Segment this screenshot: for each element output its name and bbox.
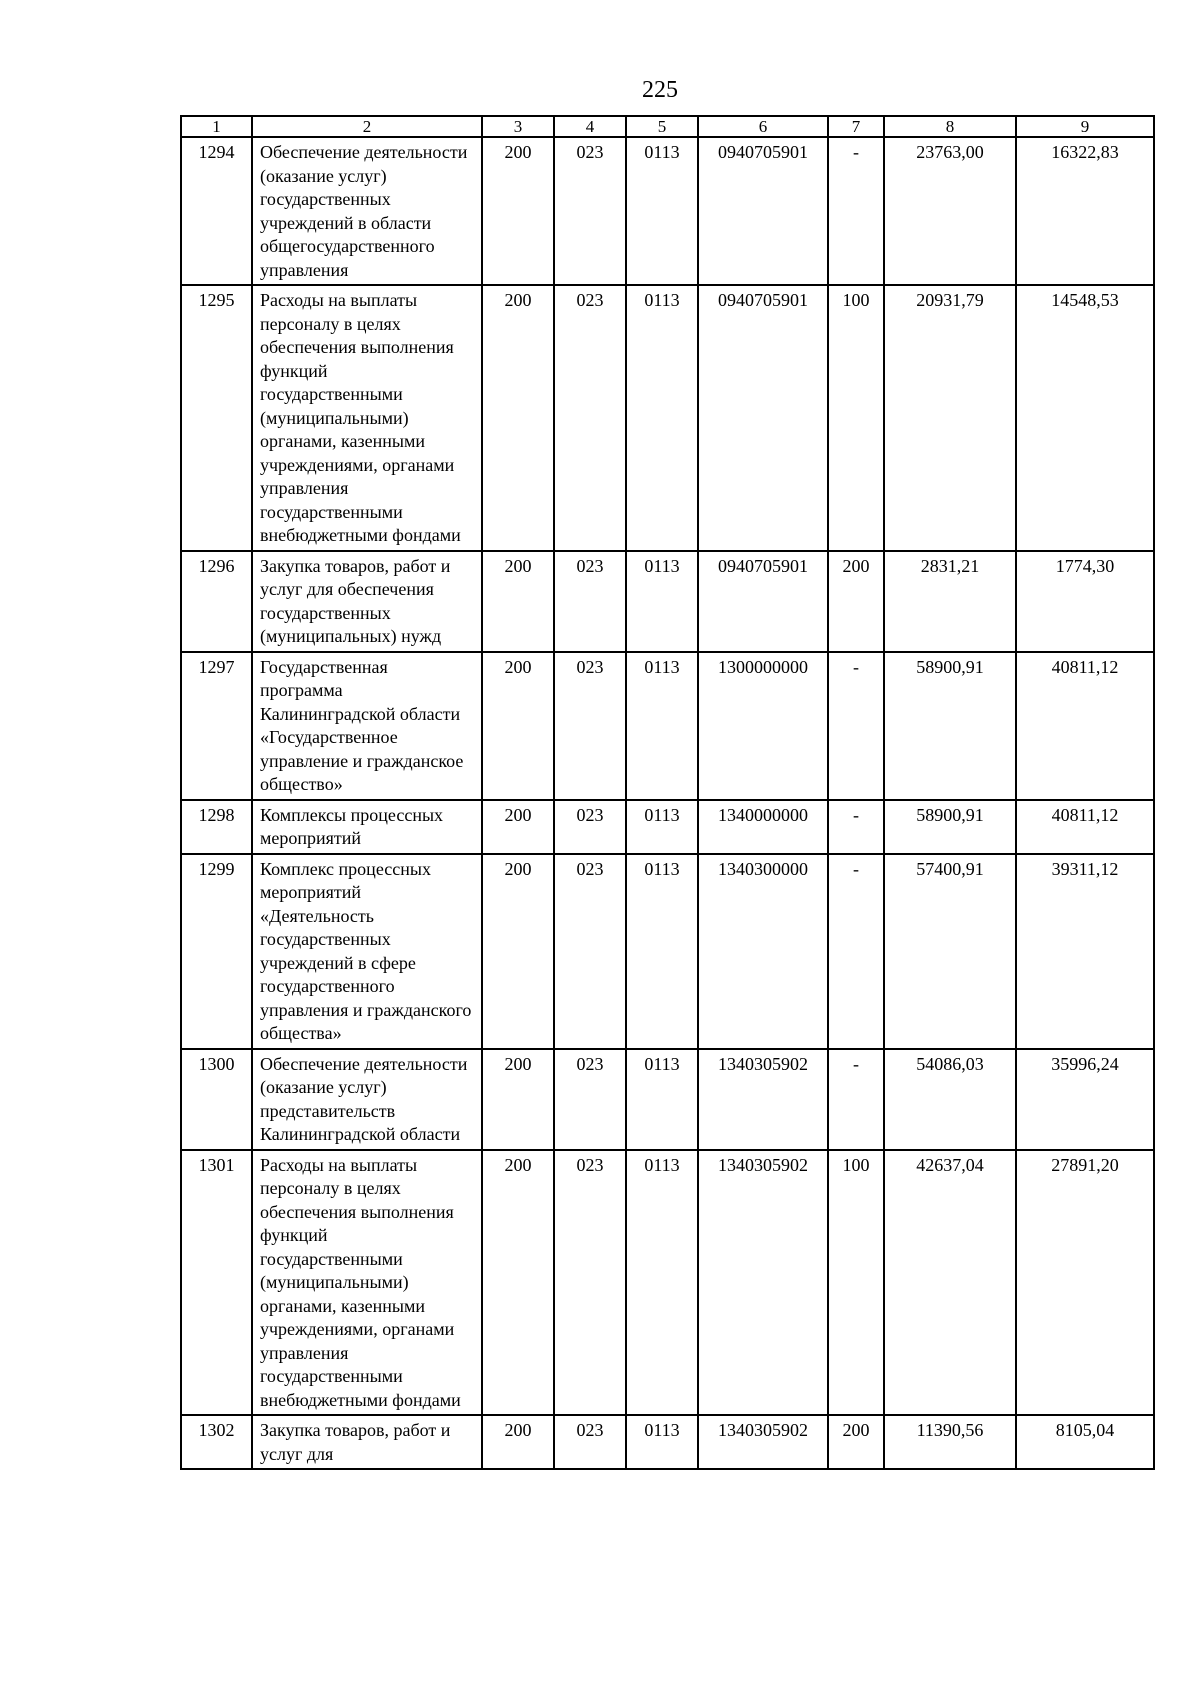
code-cell-3: 200 [482, 285, 554, 551]
value-cell-8: 58900,91 [884, 652, 1016, 800]
code-cell-5: 0113 [626, 854, 698, 1049]
code-cell-7: - [828, 1049, 884, 1150]
code-cell-5: 0113 [626, 551, 698, 652]
code-cell-6: 1340305902 [698, 1150, 828, 1416]
column-header: 9 [1016, 116, 1154, 137]
column-header: 1 [181, 116, 252, 137]
row-name-cell: Обеспечение деятельности (оказание услуг) представительств Калининградской области [252, 1049, 482, 1150]
page-number: 225 [642, 77, 678, 103]
code-cell-6: 0940705901 [698, 285, 828, 551]
row-number-cell: 1299 [181, 854, 252, 1049]
code-cell-7: 100 [828, 285, 884, 551]
code-cell-5: 0113 [626, 137, 698, 285]
code-cell-4: 023 [554, 1049, 626, 1150]
code-cell-4: 023 [554, 652, 626, 800]
value-cell-9: 16322,83 [1016, 137, 1154, 285]
code-cell-4: 023 [554, 551, 626, 652]
value-cell-9: 39311,12 [1016, 854, 1154, 1049]
code-cell-6: 0940705901 [698, 137, 828, 285]
row-name-cell: Закупка товаров, работ и услуг для [252, 1415, 482, 1469]
code-cell-6: 1340305902 [698, 1049, 828, 1150]
table-row [181, 1150, 1154, 1416]
value-cell-8: 20931,79 [884, 285, 1016, 551]
code-cell-6: 1340000000 [698, 800, 828, 854]
code-cell-6: 1300000000 [698, 652, 828, 800]
code-cell-3: 200 [482, 551, 554, 652]
row-number-cell: 1295 [181, 285, 252, 551]
code-cell-7: - [828, 652, 884, 800]
code-cell-5: 0113 [626, 1150, 698, 1416]
row-number-cell: 1302 [181, 1415, 252, 1469]
column-header: 6 [698, 116, 828, 137]
row-name-cell: Комплексы процессных мероприятий [252, 800, 482, 854]
value-cell-8: 2831,21 [884, 551, 1016, 652]
code-cell-6: 0940705901 [698, 551, 828, 652]
code-cell-3: 200 [482, 1415, 554, 1469]
row-number-cell: 1296 [181, 551, 252, 652]
value-cell-9: 35996,24 [1016, 1049, 1154, 1150]
table-row [181, 285, 1154, 551]
code-cell-3: 200 [482, 652, 554, 800]
code-cell-7: - [828, 854, 884, 1049]
code-cell-4: 023 [554, 854, 626, 1049]
code-cell-6: 1340305902 [698, 1415, 828, 1469]
row-number-cell: 1300 [181, 1049, 252, 1150]
code-cell-4: 023 [554, 1150, 626, 1416]
code-cell-7: - [828, 800, 884, 854]
row-name-cell: Расходы на выплаты персоналу в целях обеспечения выполнения функций государственными (муниципальными) органами, казенными учреждениями, органами управления государственными внебюджетными фондами [252, 285, 482, 551]
code-cell-6: 1340300000 [698, 854, 828, 1049]
value-cell-9: 40811,12 [1016, 800, 1154, 854]
row-name-cell: Государственная программа Калининградской области «Государственное управление и гражданское общество» [252, 652, 482, 800]
code-cell-3: 200 [482, 1150, 554, 1416]
code-cell-7: - [828, 137, 884, 285]
row-number-cell: 1298 [181, 800, 252, 854]
table-header-row [181, 116, 1154, 137]
row-number-cell: 1294 [181, 137, 252, 285]
code-cell-3: 200 [482, 1049, 554, 1150]
value-cell-9: 8105,04 [1016, 1415, 1154, 1469]
table-row [181, 800, 1154, 854]
value-cell-9: 40811,12 [1016, 652, 1154, 800]
table-row [181, 1049, 1154, 1150]
code-cell-4: 023 [554, 137, 626, 285]
value-cell-9: 1774,30 [1016, 551, 1154, 652]
value-cell-8: 58900,91 [884, 800, 1016, 854]
code-cell-7: 200 [828, 1415, 884, 1469]
value-cell-9: 14548,53 [1016, 285, 1154, 551]
row-number-cell: 1301 [181, 1150, 252, 1416]
code-cell-5: 0113 [626, 1415, 698, 1469]
row-name-cell: Закупка товаров, работ и услуг для обеспечения государственных (муниципальных) нужд [252, 551, 482, 652]
table-row [181, 551, 1154, 652]
table-row [181, 854, 1154, 1049]
column-header: 8 [884, 116, 1016, 137]
value-cell-9: 27891,20 [1016, 1150, 1154, 1416]
value-cell-8: 57400,91 [884, 854, 1016, 1049]
code-cell-3: 200 [482, 137, 554, 285]
row-name-cell: Обеспечение деятельности (оказание услуг) государственных учреждений в области общегосударственного управления [252, 137, 482, 285]
code-cell-4: 023 [554, 285, 626, 551]
row-number-cell: 1297 [181, 652, 252, 800]
column-header: 3 [482, 116, 554, 137]
code-cell-3: 200 [482, 854, 554, 1049]
value-cell-8: 54086,03 [884, 1049, 1016, 1150]
budget-table [180, 115, 1155, 1470]
code-cell-3: 200 [482, 800, 554, 854]
code-cell-5: 0113 [626, 800, 698, 854]
code-cell-5: 0113 [626, 1049, 698, 1150]
table-row [181, 652, 1154, 800]
column-header: 7 [828, 116, 884, 137]
value-cell-8: 42637,04 [884, 1150, 1016, 1416]
value-cell-8: 11390,56 [884, 1415, 1016, 1469]
code-cell-7: 100 [828, 1150, 884, 1416]
code-cell-4: 023 [554, 1415, 626, 1469]
row-name-cell: Комплекс процессных мероприятий «Деятельность государственных учреждений в сфере государственного управления и гражданского общества» [252, 854, 482, 1049]
row-name-cell: Расходы на выплаты персоналу в целях обеспечения выполнения функций государственными (муниципальными) органами, казенными учреждениями, органами управления государственными внебюджетными фондами [252, 1150, 482, 1416]
code-cell-4: 023 [554, 800, 626, 854]
table-row [181, 1415, 1154, 1469]
code-cell-5: 0113 [626, 652, 698, 800]
value-cell-8: 23763,00 [884, 137, 1016, 285]
column-header: 2 [252, 116, 482, 137]
code-cell-5: 0113 [626, 285, 698, 551]
column-header: 5 [626, 116, 698, 137]
table-row [181, 137, 1154, 285]
code-cell-7: 200 [828, 551, 884, 652]
column-header: 4 [554, 116, 626, 137]
